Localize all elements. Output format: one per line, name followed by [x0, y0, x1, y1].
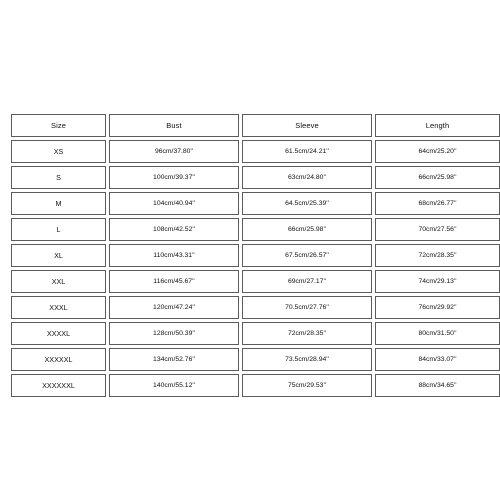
size-cell: S — [11, 166, 106, 189]
size-cell: M — [11, 192, 106, 215]
size-cell: XXL — [11, 270, 106, 293]
length-cell: 64cm/25.20'' — [375, 140, 500, 163]
size-cell: XXXXXL — [11, 348, 106, 371]
bust-cell: 100cm/39.37'' — [109, 166, 239, 189]
size-cell: L — [11, 218, 106, 241]
header-bust: Bust — [109, 114, 239, 137]
table-row — [11, 244, 500, 267]
header-size: Size — [11, 114, 106, 137]
sleeve-cell: 66cm/25.98'' — [242, 218, 372, 241]
length-cell: 80cm/31.50'' — [375, 322, 500, 345]
table-row — [11, 166, 500, 189]
table-row — [11, 192, 500, 215]
length-cell: 72cm/28.35'' — [375, 244, 500, 267]
table-header-row — [11, 114, 500, 137]
size-cell: XS — [11, 140, 106, 163]
table-row — [11, 322, 500, 345]
bust-cell: 120cm/47.24'' — [109, 296, 239, 319]
length-cell: 70cm/27.56'' — [375, 218, 500, 241]
bust-cell: 104cm/40.94'' — [109, 192, 239, 215]
sleeve-cell: 75cm/29.53'' — [242, 374, 372, 397]
table-row — [11, 218, 500, 241]
length-cell: 66cm/25.98'' — [375, 166, 500, 189]
sleeve-cell: 67.5cm/26.57'' — [242, 244, 372, 267]
size-cell: XXXL — [11, 296, 106, 319]
length-cell: 88cm/34.65'' — [375, 374, 500, 397]
sleeve-cell: 63cm/24.80'' — [242, 166, 372, 189]
size-cell: XXXXXXL — [11, 374, 106, 397]
size-chart-table — [8, 111, 500, 400]
bust-cell: 128cm/50.39'' — [109, 322, 239, 345]
sleeve-cell: 61.5cm/24.21'' — [242, 140, 372, 163]
table-row — [11, 296, 500, 319]
sleeve-cell: 72cm/28.35'' — [242, 322, 372, 345]
length-cell: 68cm/26.77'' — [375, 192, 500, 215]
table-row — [11, 270, 500, 293]
table-row — [11, 374, 500, 397]
bust-cell: 134cm/52.76'' — [109, 348, 239, 371]
bust-cell: 96cm/37.80'' — [109, 140, 239, 163]
header-length: Length — [375, 114, 500, 137]
bust-cell: 140cm/55.12'' — [109, 374, 239, 397]
sleeve-cell: 73.5cm/28.94'' — [242, 348, 372, 371]
bust-cell: 108cm/42.52'' — [109, 218, 239, 241]
bust-cell: 116cm/45.67'' — [109, 270, 239, 293]
sleeve-cell: 64.5cm/25.39'' — [242, 192, 372, 215]
header-sleeve: Sleeve — [242, 114, 372, 137]
size-cell: XXXXL — [11, 322, 106, 345]
sleeve-cell: 69cm/27.17'' — [242, 270, 372, 293]
sleeve-cell: 70.5cm/27.76'' — [242, 296, 372, 319]
length-cell: 76cm/29.92'' — [375, 296, 500, 319]
table-row — [11, 140, 500, 163]
length-cell: 84cm/33.07'' — [375, 348, 500, 371]
size-cell: XL — [11, 244, 106, 267]
length-cell: 74cm/29.13'' — [375, 270, 500, 293]
bust-cell: 110cm/43.31'' — [109, 244, 239, 267]
table-row — [11, 348, 500, 371]
